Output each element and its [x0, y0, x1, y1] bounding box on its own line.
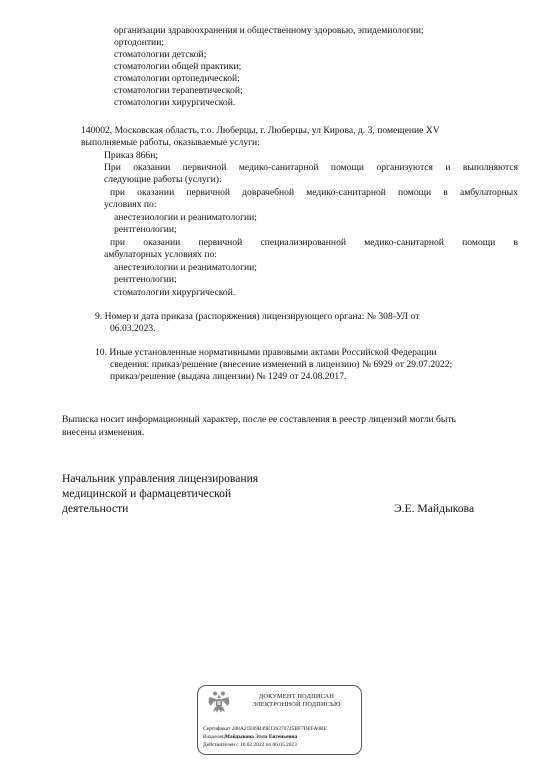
order-reference: Приказ 866н; — [104, 150, 159, 161]
certificate-owner — [203, 734, 297, 741]
notice-line: внесены изменения. — [62, 427, 145, 438]
list-item: анестезиологии и реаниматологии; — [114, 262, 257, 273]
list-item: ортодонтии; — [114, 37, 164, 48]
list-item: стоматологии общей практики; — [114, 61, 242, 72]
services-heading: выполняемые работы, оказываемые услуги: — [81, 137, 260, 148]
list-item: рентгенологии; — [114, 224, 177, 235]
paragraph-line: При оказании первичной медико-санитарной помощи организуются и выполняются — [104, 162, 518, 173]
item-9-line: 06.03.2023. — [110, 323, 156, 334]
list-item: анестезиологии и реаниматологии; — [114, 212, 257, 223]
paragraph-line: при оказании первичной доврачебной медико-санитарной помощи в амбулаторных — [110, 187, 518, 198]
notice-line: Выписка носит информационный характер, после ее составления в реестр лицензий могли быть — [62, 414, 456, 425]
list-item: рентгенологии; — [114, 274, 177, 285]
signatory-title: медицинской и фармацевтической — [62, 487, 232, 500]
signatory-name: Э.Е. Майдыкова — [394, 502, 475, 515]
list-item: стоматологии терапевтической; — [114, 85, 243, 96]
paragraph-line: условиях по: — [104, 199, 157, 210]
paragraph-line: амбулаторных условиях по: — [104, 249, 217, 260]
certificate-number: Сертификат 208A21E69B49E126370745BF7DEFA0BE — [203, 726, 327, 732]
address-line: 140002, Московская область, г.о. Люберцы, г. Люберцы, ул Кирова, д. 3, помещение XV — [81, 125, 440, 136]
stamp-heading: ДОКУМЕНТ ПОДПИСАН — [258, 693, 335, 700]
list-item: организации здравоохранения и общественному здоровью, эпидемиологии; — [114, 25, 424, 36]
item-10-line: 10. Иные установленные нормативными правовыми актами Российской Федерации — [95, 347, 437, 358]
stamp-heading: ЭЛЕКТРОННОЙ ПОДПИСЬЮ — [252, 701, 341, 708]
paragraph-line: при оказании первичной специализированной медико-санитарной помощи в — [110, 237, 518, 248]
item-9-line: 9. Номер и дата приказа (распоряжения) лицензирующего органа: № 308-УЛ от — [95, 311, 420, 322]
signatory-title: Начальник управления лицензирования — [62, 472, 259, 485]
list-item: стоматологии детской; — [114, 49, 207, 60]
electronic-signature-stamp — [197, 685, 362, 755]
certificate-validity: Действителен с 10.02.2022 по 06.05.2023 — [203, 742, 297, 748]
signatory-title: деятельности — [62, 502, 129, 515]
paragraph-line: следующие работы (услуги): — [104, 174, 222, 185]
item-10-line: приказ/решение (выдача лицензии) № 1249 от 24.08.2017. — [110, 371, 347, 382]
list-item: стоматологии ортопедической; — [114, 73, 240, 84]
list-item: стоматологии хирургической. — [114, 97, 236, 108]
item-10-line: сведения: приказ/решение (внесение изменений в лицензию) № 6929 от 29.07.2022; — [110, 359, 453, 370]
owner-label: Владелец — [203, 734, 225, 740]
owner-name: Майдыкова Элла Евгеньевна — [224, 734, 298, 740]
coat-of-arms-icon — [207, 690, 231, 716]
list-item: стоматологии хирургической. — [114, 287, 236, 298]
